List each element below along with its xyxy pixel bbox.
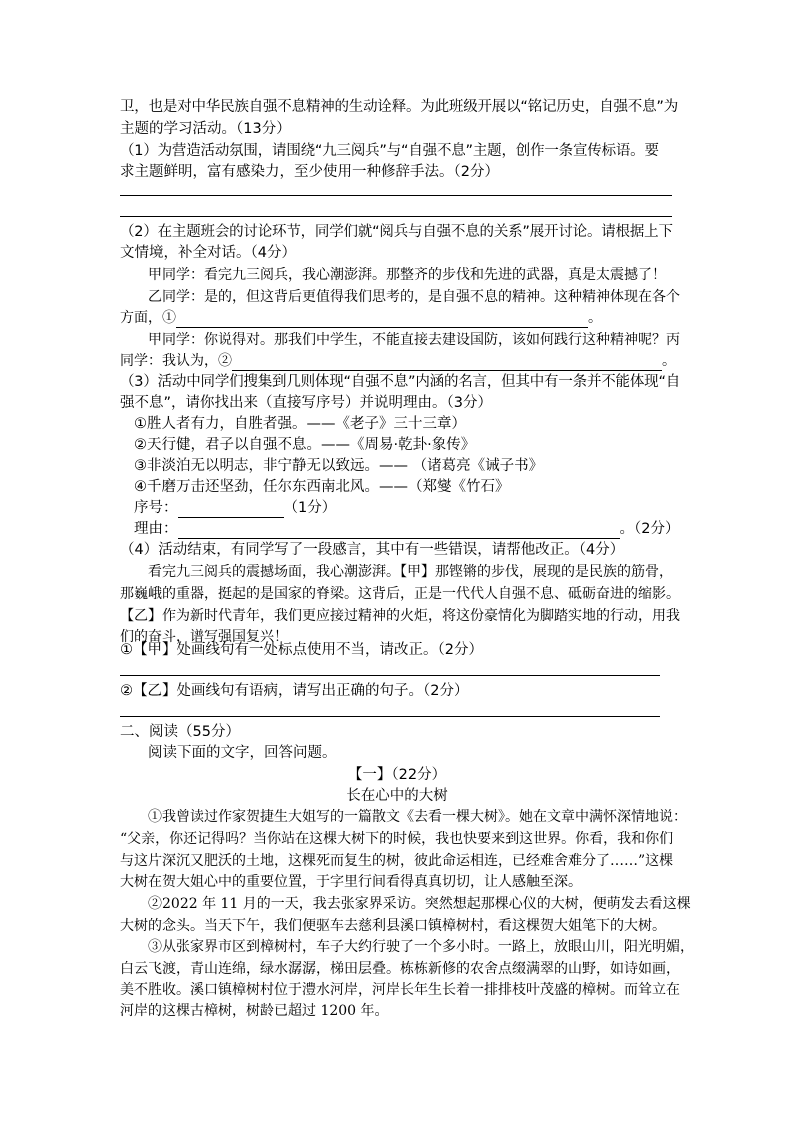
article-paragraph-line: “父亲，你还记得吗？当你站在这棵大树下的时候，我也快要来到这世界。你看，我和你们 <box>120 831 674 847</box>
blank-2-end: 。 <box>662 353 676 369</box>
article-paragraph-line: 大树的念头。当天下午，我们便驱车去慈利县溪口镇樟树村，看这棵贺大姐笔下的大树。 <box>120 918 666 934</box>
intro-line: 主题的学习活动。（13分） <box>120 121 291 137</box>
intro-line: 卫，也是对中华民族自强不息精神的生动诠释。为此班级开展以“铭记历史，自强不息”为 <box>120 99 679 115</box>
article-paragraph-line: 与这片深沉又肥沃的土地，这棵死而复生的树，彼此命运相连，已经难舍难分了……”这棵 <box>120 853 674 869</box>
question-1-text: 求主题鲜明，富有感染力，至少使用一种修辞手法。（2分） <box>120 164 499 180</box>
reason-answer <box>134 519 679 539</box>
reason-score: 。（2分） <box>619 521 680 537</box>
answer-line[interactable] <box>120 195 672 196</box>
quote-item: ③非淡泊无以明志，非宁静无以致远。—— （诸葛亮《诫子书》 <box>134 458 544 474</box>
passage-line: 那巍峨的重器，挺起的是国家的脊梁。这背后，正是一代代人自强不息、砥砺奋进的缩影。 <box>120 586 680 602</box>
answer-line[interactable] <box>120 675 660 676</box>
dialogue-blank-1 <box>120 308 602 328</box>
sequence-answer <box>134 498 336 518</box>
dialogue-line: 甲同学：看完九三阅兵，我心潮澎湃。那整齐的步伐和先进的武器，真是太震撼了！ <box>148 267 666 283</box>
question-4-text: （4）活动结束，有同学写了一段感言，其中有一些错误，请帮他改正。（4分） <box>120 542 625 558</box>
article-paragraph-line: 白云飞渡，青山连绵，绿水潺潺，梯田层叠。栋栋新修的农舍点缀满翠的山野，如诗如画， <box>120 961 680 977</box>
quote-item: ①胜人者有力，自胜者强。——《老子》三十三章） <box>134 416 466 432</box>
dialogue-line: 乙同学：是的，但这背后更值得我们思考的，是自强不息的精神。这种精神体现在各个 <box>148 289 680 305</box>
answer-blank-1[interactable] <box>176 311 588 328</box>
question-3-text: （3）活动中同学们搜集到几则体现“自强不息”内涵的名言，但其中有一条并不能体现“自 <box>120 374 681 390</box>
section-label: 【一】（22分） <box>347 767 447 783</box>
reading-instruction: 阅读下面的文字，回答问题。 <box>148 745 337 761</box>
sub-question-2: ②【乙】处画线句有语病，请写出正确的句子。（2分） <box>120 683 469 699</box>
answer-blank-2[interactable] <box>232 354 662 371</box>
dialogue-line: 甲同学：你说得对。那我们中学生，不能直接去建设国防，该如何践行这种精神呢？丙 <box>148 332 680 348</box>
article-paragraph-line: 美不胜收。溪口镇樟树村位于澧水河岸，河岸长年生长着一排排枝叶茂盛的樟树。而耸立在 <box>120 982 680 998</box>
reason-label: 理由： <box>134 521 178 537</box>
quote-item: ④千磨万击还坚劲，任尔东西南北风。——（郑燮《竹石》 <box>134 479 510 495</box>
question-2-text: （2）在主题班会的讨论环节，同学们就“阅兵与自强不息的关系”展开讨论。请根据上下 <box>120 224 673 240</box>
sub-question-1: ①【甲】处画线句有一处标点使用不当，请改正。（2分） <box>120 642 483 658</box>
sequence-blank[interactable] <box>178 501 284 518</box>
reason-blank[interactable] <box>178 522 620 539</box>
answer-line[interactable] <box>120 716 660 717</box>
passage-line: 们的奋斗，谱写强国复兴！ <box>120 629 288 645</box>
dialogue-blank-2 <box>120 351 676 371</box>
question-1-text: （1）为营造活动氛围，请围绕“九三阅兵”与“自强不息”主题，创作一条宣传标语。要 <box>120 143 659 159</box>
blank-1-end: 。 <box>588 310 602 326</box>
question-3-text: 强不息”，请你找出来（直接写序号）并说明理由。（3分） <box>120 395 492 411</box>
section-heading: 二、阅读（55分） <box>120 724 240 740</box>
article-paragraph-line: ③从张家界市区到樟树村，车子大约行驶了一个多小时。一路上，放眼山川，阳光明媚， <box>148 939 694 955</box>
article-paragraph-line: 河岸的这棵古樟树，树龄已超过 1200 年。 <box>120 1003 389 1019</box>
blank-1-prefix: 方面，① <box>120 310 176 326</box>
passage-line: 【乙】作为新时代青年，我们更应接过精神的火炬，将这份豪情化为脚踏实地的行动，用我 <box>120 608 680 624</box>
question-2-text: 文情境，补全对话。（4分） <box>120 245 296 261</box>
sequence-score: （1分） <box>283 500 337 516</box>
article-title: 长在心中的大树 <box>346 788 448 804</box>
blank-2-prefix: 同学：我认为，② <box>120 353 232 369</box>
sequence-label: 序号： <box>134 500 178 516</box>
quote-item: ②天行健，君子以自强不息。——《周易·乾卦·象传》 <box>134 437 476 453</box>
article-paragraph-line: 大树在贺大姐心中的重要位置，于字里行间看得真真切切，让人感触至深。 <box>120 874 582 890</box>
answer-line[interactable] <box>120 216 672 217</box>
passage-line: 看完九三阅兵的震撼场面，我心潮澎湃。【甲】那铿锵的步伐，展现的是民族的筋骨， <box>148 564 673 580</box>
article-paragraph-line: ①我曾读过作家贺捷生大姐写的一篇散文《去看一棵大树》。她在文章中满怀深情地说： <box>148 809 687 825</box>
article-paragraph-line: ②2022 年 11 月的一天，我去张家界采访。突然想起那棵心仪的大树，便萌发去看这棵 <box>148 896 691 912</box>
